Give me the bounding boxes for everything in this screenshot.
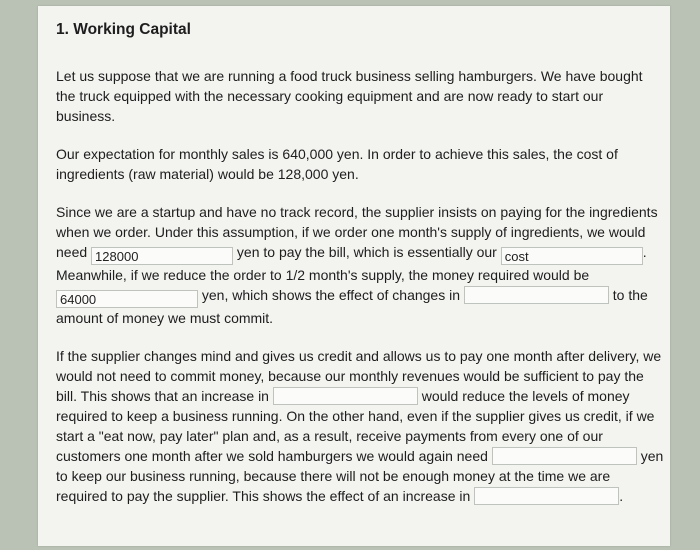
p4-text-3: yen to keep our business running, because there will not be enough money at the time we are required to pay the supplier. This shows the effect of an increase in <box>56 448 664 504</box>
paragraph-payment-on-order <box>56 202 664 328</box>
answer-input-4[interactable] <box>464 286 609 304</box>
p3-text-5: to the amount of money we must commit. <box>56 287 648 326</box>
answer-input-7[interactable] <box>474 487 619 505</box>
answer-input-3[interactable]: 64000 <box>56 290 198 308</box>
answer-input-2[interactable]: cost <box>501 247 643 265</box>
p4-text-1: If the supplier changes mind and gives us credit and allows us to pay one month after delivery, we would not need to commit money, because our monthly revenues would be sufficient to pay the bill. This shows that an increase in <box>56 348 662 404</box>
answer-input-5[interactable] <box>273 387 418 405</box>
paragraph-intro: Let us suppose that we are running a food truck business selling hamburgers. We have bought the truck equipped with the necessary cooking equipment and are now ready to start our business. <box>56 68 643 124</box>
p3-text-2: yen to pay the bill, which is essentially our <box>233 244 501 260</box>
paragraph-supplier-credit <box>56 346 664 506</box>
paragraph-sales-expectation: Our expectation for monthly sales is 640,000 yen. In order to achieve this sales, the cost of ingredients (raw material) would be 128,000 yen. <box>56 146 618 182</box>
p3-text-1: Since we are a startup and have no track record, the supplier insists on paying for the ingredients when we order. Under this assumption, if we order one month's supply of ingredients, we would need <box>56 204 658 260</box>
document-page <box>38 6 670 546</box>
answer-input-1[interactable]: 128000 <box>91 247 233 265</box>
document-content <box>56 20 664 524</box>
section-title: 1. Working Capital <box>56 21 191 38</box>
p3-text-4: yen, which shows the effect of changes in <box>198 287 464 303</box>
p4-text-4: . <box>619 488 624 504</box>
answer-input-6[interactable] <box>492 447 637 465</box>
p3-text-3: . Meanwhile, if we reduce the order to 1/2 month's supply, the money required would be <box>56 244 647 283</box>
p4-text-2: would reduce the levels of money required to keep a business running. On the other hand, even if the supplier gives us credit, if we start a "eat now, pay later" plan and, as a result, receive payments from every one of our customers one month after we sold hamburgers we would again need <box>56 388 655 464</box>
